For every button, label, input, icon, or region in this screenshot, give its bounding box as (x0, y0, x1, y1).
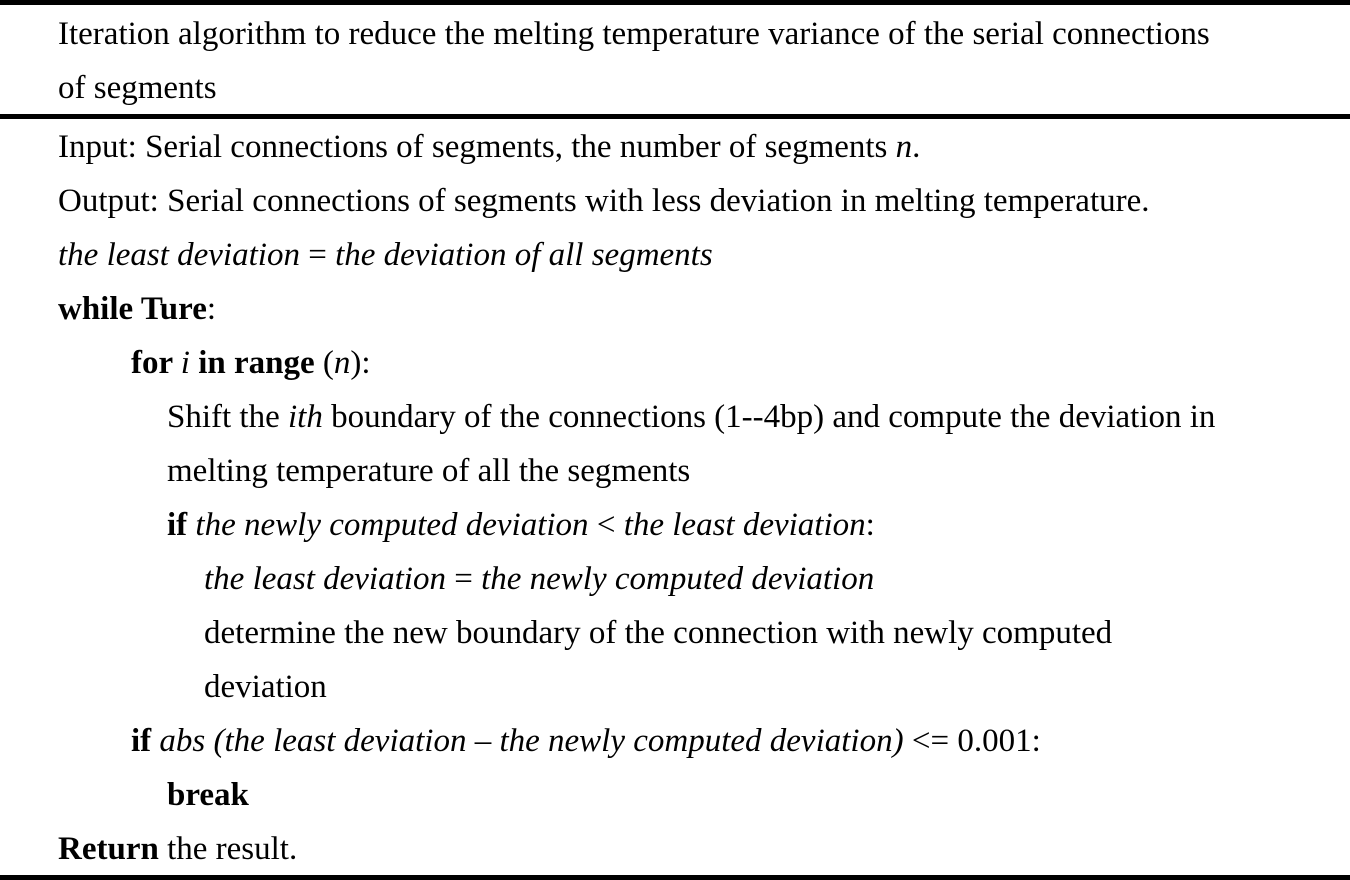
for-close-paren: ): (350, 345, 371, 381)
assign-op: = (445, 561, 482, 597)
for-open-paren: ( (314, 345, 334, 381)
if-outer-op: <= (903, 723, 958, 759)
caption-line-1 (0, 14, 1210, 54)
input-var: n (895, 129, 913, 165)
while-line (0, 289, 216, 329)
header-rule (0, 114, 1350, 119)
init-op: = (299, 237, 336, 273)
init-rhs: the deviation of all segments (335, 237, 713, 273)
determine-text-1: determine the new boundary of the connection with newly computed (204, 615, 1113, 651)
init-lhs: the least deviation (58, 237, 300, 273)
break-keyword: break (167, 777, 249, 813)
determine-line-1 (0, 613, 1112, 653)
input-end: . (912, 129, 921, 165)
output-line (0, 181, 1150, 221)
if-outer-line (0, 721, 1041, 761)
if-outer-expr: abs (the least deviation – the newly computed deviation) (151, 723, 904, 759)
if-inner-lhs: the newly computed deviation (187, 507, 589, 543)
for-arg: n (333, 345, 351, 381)
caption-text-2: of segments (58, 70, 217, 106)
while-colon: : (206, 291, 217, 327)
assign-line (0, 559, 874, 599)
return-rest: the result. (158, 831, 298, 867)
assign-lhs: the least deviation (204, 561, 446, 597)
shift-post: boundary of the connections (1--4bp) and compute the deviation in (322, 399, 1216, 435)
output-text: Output: Serial connections of segments with less deviation in melting temperature. (58, 183, 1150, 219)
shift-pre: Shift the (167, 399, 288, 435)
return-line (0, 829, 297, 869)
if-inner-colon: : (865, 507, 875, 543)
if-inner-op: < (588, 507, 624, 543)
for-var: i (180, 345, 190, 381)
if-inner-keyword: if (167, 507, 188, 543)
shift-line-1 (0, 397, 1215, 437)
top-rule (0, 0, 1350, 5)
shift-line-2 (0, 451, 690, 491)
init-line (0, 235, 713, 275)
if-outer-colon: : (1031, 723, 1041, 759)
while-keyword: while Ture (58, 291, 207, 327)
break-line (0, 775, 249, 815)
if-outer-value: 0.001 (957, 723, 1032, 759)
if-inner-line (0, 505, 875, 545)
return-keyword: Return (58, 831, 159, 867)
for-line (0, 343, 371, 383)
assign-rhs: the newly computed deviation (481, 561, 875, 597)
shift-var: ith (288, 399, 323, 435)
input-text: Input: Serial connections of segments, the number of segments (58, 129, 896, 165)
for-keyword: for (131, 345, 181, 381)
caption-text-1: Iteration algorithm to reduce the melting temperature variance of the serial connections (58, 16, 1210, 52)
if-outer-keyword: if (131, 723, 152, 759)
shift-text-2: melting temperature of all the segments (167, 453, 691, 489)
input-line (0, 127, 920, 167)
caption-line-2 (0, 68, 217, 108)
determine-line-2 (0, 667, 327, 707)
determine-text-2: deviation (204, 669, 327, 705)
in-range-keyword: in range (189, 345, 315, 381)
if-inner-rhs: the least deviation (623, 507, 866, 543)
bottom-rule (0, 875, 1350, 880)
